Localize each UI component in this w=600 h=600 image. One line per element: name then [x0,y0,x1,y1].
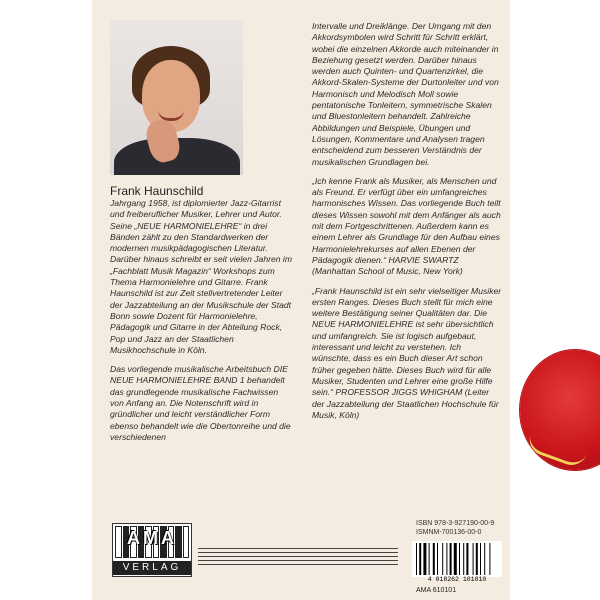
logo-text-bottom: VERLAG [113,561,191,575]
quote-harvie-swartz: „Ich kenne Frank als Musiker, als Menschen und als Freund. Er verfügt über ein umfangreiches harmonisches Wissen. Das vorliegende Buch teilt dieses Wissen sowohl mit dem Anfänger als auch mit dem Fortgeschrittenen. Außerdem kann es einem Lehrer als Grundlage für den Aufbau eines Harmonielehrekurses auf allen Ebenen der Pädagogik dienen.“ HARVIE SWARTZ (Manhattan School of Music, New York) [312,175,501,277]
isbn-number: ISBN 978-3-927190-00-9 [416,520,495,527]
barcode-number: 4 018262 101010 [427,576,487,583]
quote-jiggs-whigham: „Frank Haunschild ist ein sehr vielseitiger Musiker ersten Ranges. Dieses Buch stellt für mich eine weitere Bestätigung seiner Qualitäten dar. Die NEUE HARMONIELEHRE ist sehr übersichtlich und umfangreich. Sie ist logisch aufgebaut, interessant und leicht zu verstehen. Ich wünschte, dass es ein Buch dieser Art schon früher gegeben hätte. Dieses Buch wird für alle Musiker, Studenten und Lehrer eine große Hilfe sein.“ PROFESSOR JIGGS WHIGHAM (Leiter der Jazzabteilung der Staatlichen Hochschule für Musik, Köln) [312,285,502,420]
music-staff-lines [198,548,398,568]
catalog-number: AMA 610101 [416,587,457,594]
ama-verlag-logo [112,523,192,577]
author-photo [110,20,243,175]
page-margin [510,0,600,600]
barcode [412,541,502,577]
author-name: Frank Haunschild [110,184,204,198]
book-description: Das vorliegende musikalische Arbeitsbuch DIE NEUE HARMONIELEHRE BAND 1 behandelt das grundlegende musikalische Fachwissen von Anfang an. Die Notenschrift wird in gründlicher und leicht verständlicher Form ebenso behandelt wie die Obertonreihe und die verschiedenen [110,364,291,442]
left-column [110,198,292,451]
isbn-block [416,519,494,537]
right-column [312,21,502,429]
bio-paragraph: Jahrgang 1958, ist diplomierter Jazz-Gitarrist und freiberuflicher Musiker, Lehrer und Autor. Seine „NEUE HARMONIELEHRE“ in drei Bänden zählt zu den Standardwerken der modernen musikpädagogischen Literatur. Darüber hinaus schreibt er seit vielen Jahren im „Fachblatt Musik Magazin“ Workshops zum Thema Harmonielehre und Gitarre. Frank Haunschild ist zur Zeit stellvertretender Leiter der Jazzabteilung an der Musikschule der Stadt Bonn sowie Dozent für Harmonielehre, Pädagogik und Gitarre in der Abteilung Rock, Pop und Jazz an der Staatlichen Musikhochschule in Köln. [110,198,292,355]
description-continued: Intervalle und Dreiklänge. Der Umgang mit den Akkordsymbolen wird Schritt für Schritt erklärt, wobei die einzelnen Akkorde auch miteinander in Beziehung gesetzt werden. Darüber hinaus werden auch Quinten- und Quartenzirkel, die Akkord-Skalen-Systeme der Durtonleiter und von Harmonisch und Melodisch Moll sowie pentatonische Tonleitern, symmetrische Skalen und Bluestonleitern behandelt. Zahlreiche Abbildungen und Beispiele, Übungen und Lösungen, Kommentare und Analysen tragen entscheidend zum besseren Verständnis der musikalischen Grundlagen bei. [312,21,499,167]
ismn-number: ISMNM-700136-00-0 [416,529,482,536]
logo-text-top: AMA [127,528,177,548]
